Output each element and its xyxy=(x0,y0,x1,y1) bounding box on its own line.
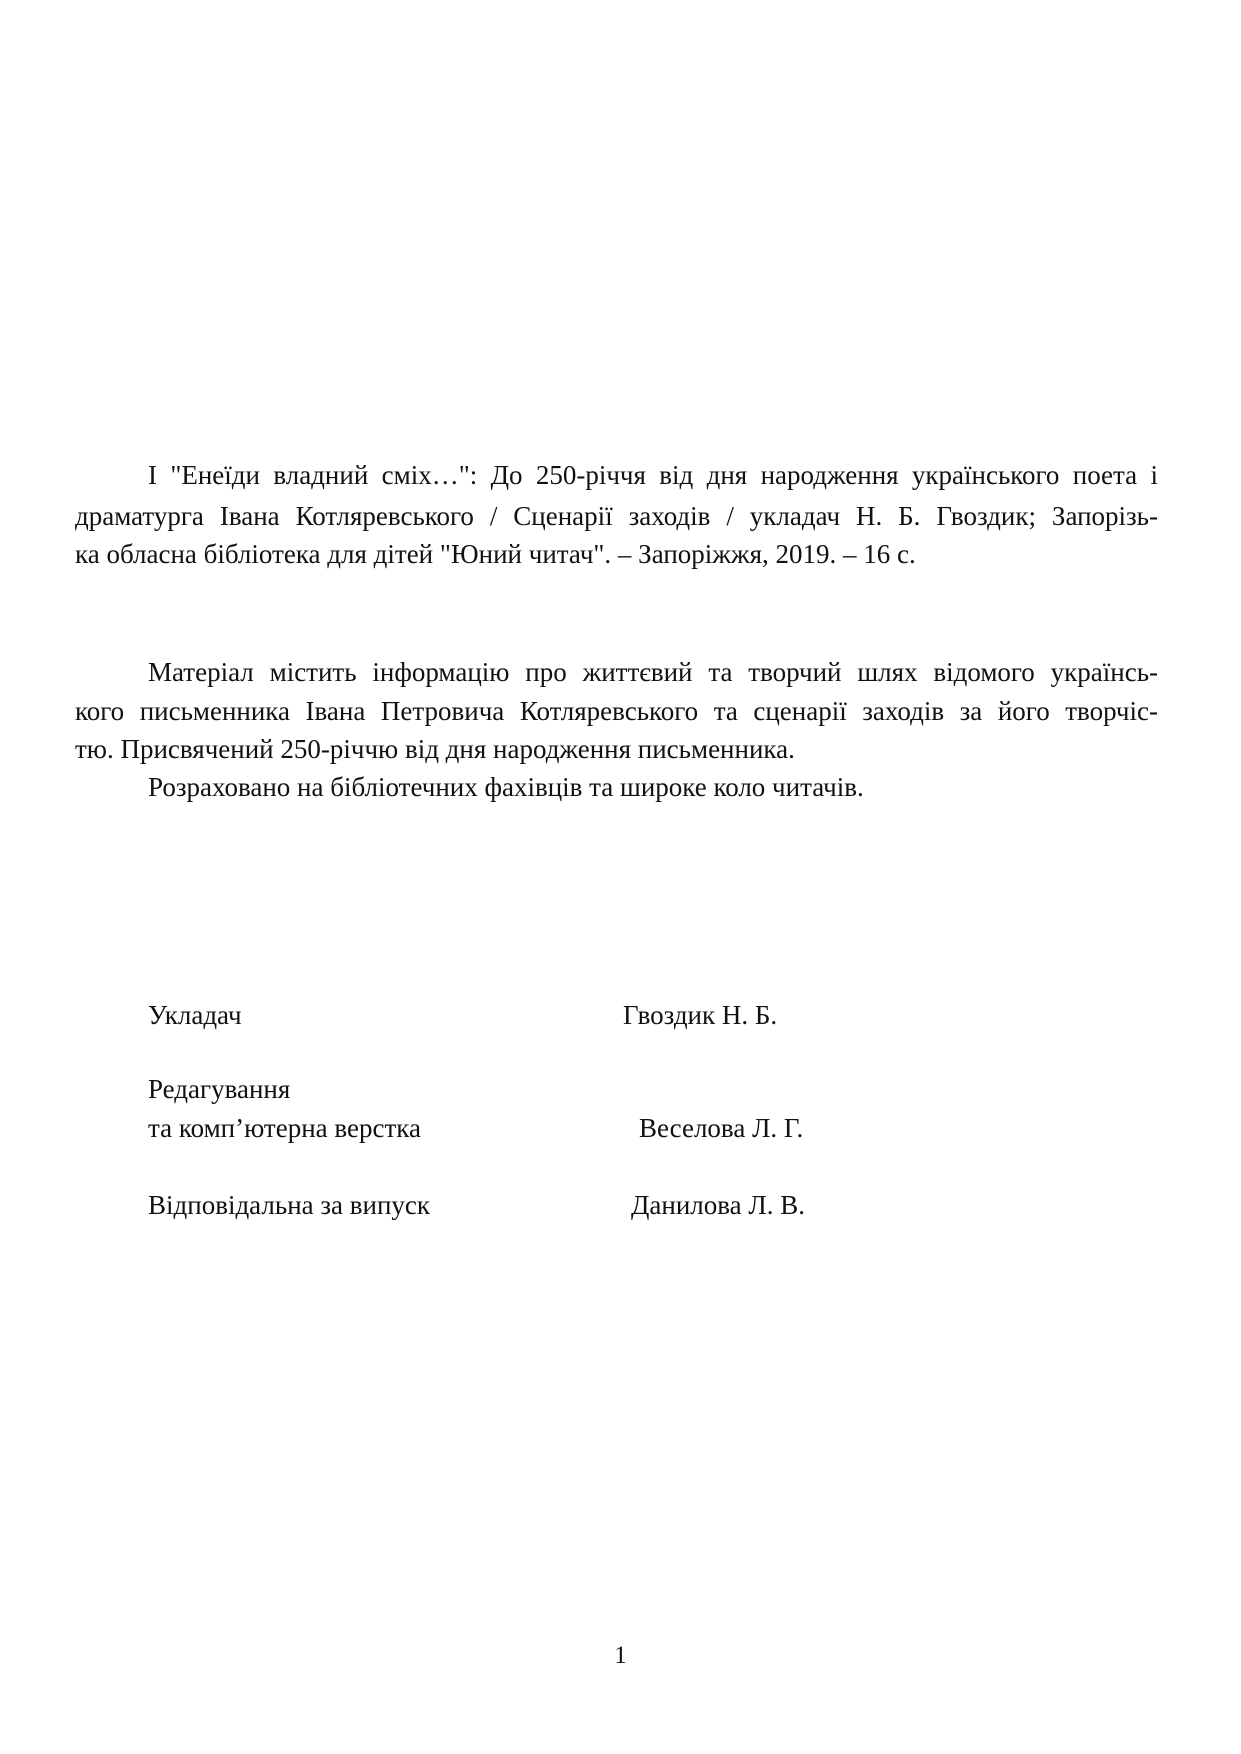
bibliographic-line-2: драматурга Івана Котляревського / Сценарії заходів / укладач Н. Б. Гвоздик; Запорізь- xyxy=(75,501,1158,531)
editing-name: Веселова Л. Г. xyxy=(639,1113,804,1143)
page-number: 1 xyxy=(614,1642,627,1669)
responsible-name: Данилова Л. В. xyxy=(631,1190,805,1220)
editing-label-line-1: Редагування xyxy=(148,1074,291,1104)
bibliographic-line-1: І "Енеїди владний сміх…": До 250-річчя від дня народження українського поета і xyxy=(148,460,1158,490)
responsible-label: Відповідальна за випуск xyxy=(148,1190,431,1220)
annotation-line-2: кого письменника Івана Петровича Котляревського та сценарії заходів за його творчіс- xyxy=(75,696,1158,726)
annotation-line-3: тю. Присвячений 250-річчю від дня народження письменника. xyxy=(75,734,795,764)
compiler-label: Укладач xyxy=(148,1000,242,1030)
editing-label-line-2: та комп’ютерна верстка xyxy=(148,1113,421,1143)
annotation-line-1: Матеріал містить інформацію про життєвий та творчий шлях відомого українсь- xyxy=(148,657,1158,687)
annotation-line-4: Розраховано на бібліотечних фахівців та широке коло читачів. xyxy=(148,772,864,802)
bibliographic-line-3: ка обласна бібліотека для дітей "Юний читач". – Запоріжжя, 2019. – 16 с. xyxy=(75,539,916,569)
compiler-name: Гвоздик Н. Б. xyxy=(623,1000,778,1030)
